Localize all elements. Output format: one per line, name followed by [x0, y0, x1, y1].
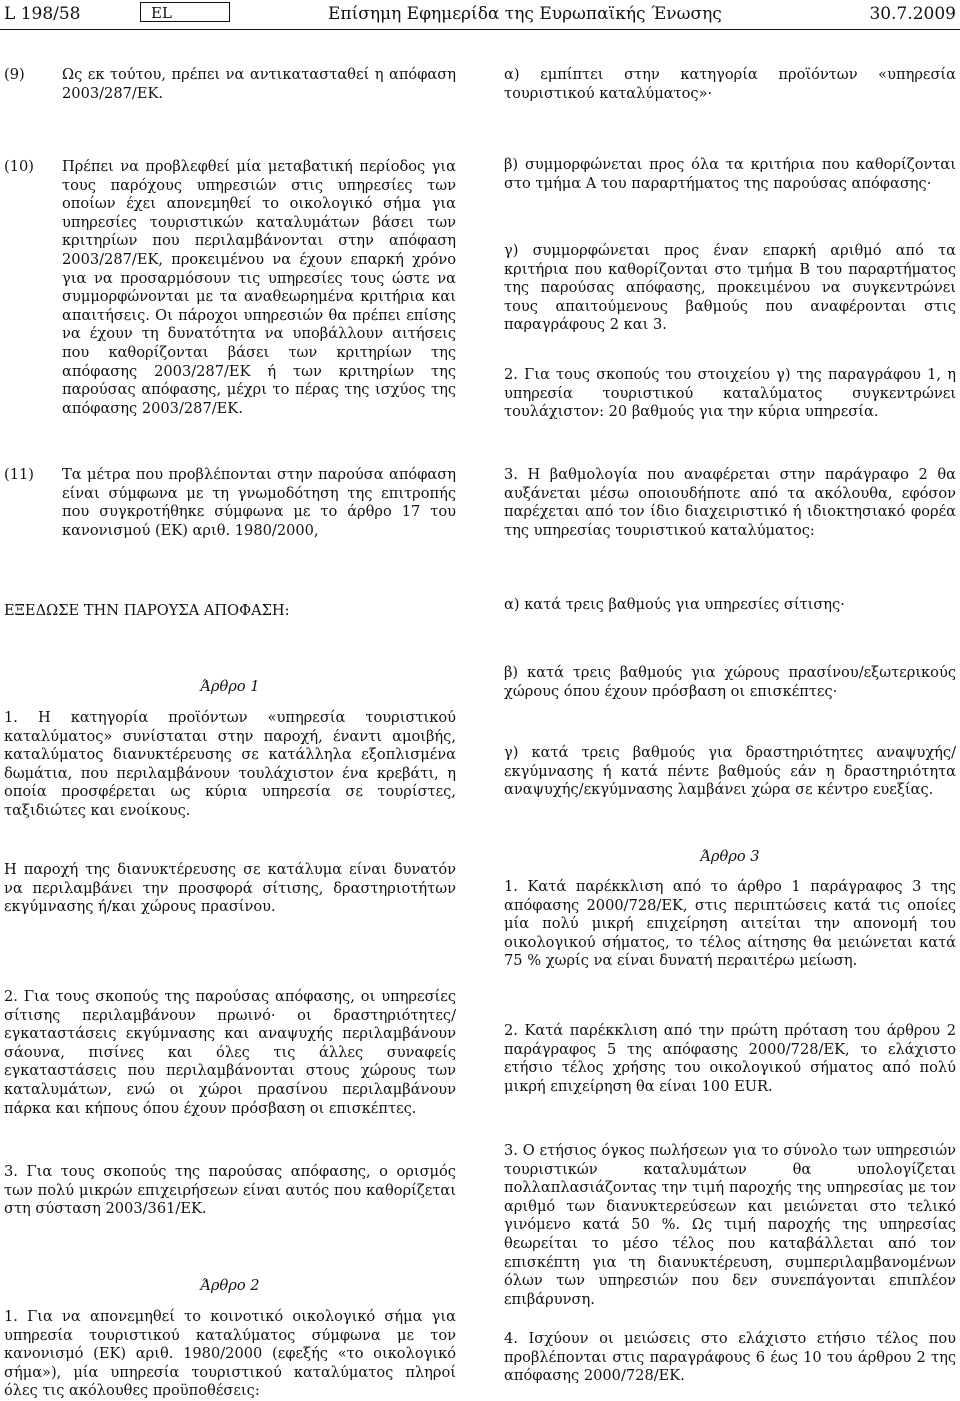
- recital-11-number: (11): [4, 466, 34, 483]
- article-1-para-3: 3. Για τους σκοπούς της παρούσας απόφασης, ο ορισμός των πολύ μικρών επιχειρήσεων είναι αυτός που καθορίζεται στη σύσταση 2003/361/ΕΚ.: [4, 1163, 456, 1218]
- art2-point-c: γ) συμμορφώνεται προς έναν επαρκή αριθμό από τα κριτήρια που καθορίζονται στο τμήμα Β του παραρτήματος της παρούσας απόφασης, προκειμένου να συγκεντρώνει τους απαιτούμενους βαθμούς που αναφέρονται στις παραγράφους 2 και 3.: [504, 242, 956, 334]
- article-1-para-2: 2. Για τους σκοπούς της παρούσας απόφασης, οι υπηρεσίες σίτισης περιλαμβάνουν πρωινό· οι δραστηριότητες/εγκαταστάσεις εκγύμνασης και αναψυχής περιλαμβάνουν σάουνα, πισίνες και όλες τις άλλες συναφείς εγκαταστάσεις που περιλαμβάνονται στους χώρους των καταλυμάτων, ενώ οι χώροι πρασίνου περιλαμβάνουν πάρκα και κήπους όπου έχουν πρόσβαση οι επισκέπτες.: [4, 988, 456, 1117]
- recital-10-number: (10): [4, 158, 34, 175]
- article-3-para-2: 2. Κατά παρέκκλιση από την πρώτη πρόταση του άρθρου 2 παράγραφος 5 της απόφασης 2000/728/ΕΚ, το ελάχιστο ετήσιο τέλος χρήσης του οικολογικού σήματος από πολύ μικρή επιχείρηση θα είναι 100 EUR.: [504, 1022, 956, 1095]
- article-3-para-4: 4. Ισχύουν οι μειώσεις στο ελάχιστο ετήσιο τέλος που προβλέπονται στις παραγράφους 6 έως 10 του άρθρου 2 της απόφασης 2000/728/ΕΚ.: [504, 1330, 956, 1385]
- language-code-box: EL: [140, 2, 230, 22]
- art2-point-a: α) εμπίπτει στην κατηγορία προϊόντων «υπηρεσία τουριστικού καταλύματος»·: [504, 66, 956, 102]
- recital-9-text: Ως εκ τούτου, πρέπει να αντικατασταθεί η απόφαση 2003/287/ΕΚ.: [62, 66, 456, 102]
- page-reference: L 198/58: [4, 4, 81, 24]
- article-3-para-3: 3. Ο ετήσιος όγκος πωλήσεων για το σύνολο των υπηρεσιών τουριστικών καταλυμάτων θα υπολογίζεται πολλαπλασιάζοντας την τιμή παροχής της υπηρεσίας με τον αριθμό των διανυκτερεύσεων και μειώνεται στο τελικό γινόμενο κατά 50 %. Ως τιμή παροχής της υπηρεσίας θεωρείται το μέσο τέλος που καταβάλλεται από τον επισκέπτη για τη διανυκτέρευση, συμπεριλαμβανομένων όλων των υπηρεσιών που δεν συνεπάγονται επιπλέον επιβάρυνση.: [504, 1142, 956, 1308]
- article-3-title: Άρθρο 3: [700, 848, 760, 865]
- art2-para-2: 2. Για τους σκοπούς του στοιχείου γ) της παραγράφου 1, η υπηρεσία τουριστικού καταλύματος συγκεντρώνει τουλάχιστον: 20 βαθμούς για την κύρια υπηρεσία.: [504, 366, 956, 421]
- publication-date: 30.7.2009: [869, 4, 956, 24]
- article-1-para-1: 1. Η κατηγορία προϊόντων «υπηρεσία τουριστικού καταλύματος» συνίσταται στην παροχή, έναντι αμοιβής, καταλύματος διανυκτέρευσης σε κατάλληλα εξοπλισμένα δωμάτια, που περιλαμβάνουν τουλάχιστον ένα κρεβάτι, η οποία προσφέρεται ως κύρια υπηρεσία σε τουρίστες, ταξιδιώτες και ενοίκους.: [4, 709, 456, 819]
- art2-para-3-c: γ) κατά τρεις βαθμούς για δραστηριότητες αναψυχής/εκγύμνασης ή κατά πέντε βαθμούς εάν η δραστηριότητα αναψυχής/εκγύμνασης λαμβάνει χώρα σε κέντρο ευεξίας.: [504, 744, 956, 799]
- header-rule: [0, 29, 960, 30]
- art2-para-3: 3. Η βαθμολογία που αναφέρεται στην παράγραφο 2 θα αυξάνεται μέσω οποιουδήποτε από τα ακόλουθα, εφόσον παρέχεται από τον ίδιο διαχειριστικό ή ιδιοκτησιακό φορέα της υπηρεσίας τουριστικού καταλύματος:: [504, 466, 956, 539]
- recital-11-text: Τα μέτρα που προβλέπονται στην παρούσα απόφαση είναι σύμφωνα με τη γνωμοδότηση της επιτροπής που συγκροτήθηκε σύμφωνα με το άρθρο 17 του κανονισμού (ΕΚ) αριθ. 1980/2000,: [62, 466, 456, 539]
- article-3-para-1: 1. Κατά παρέκκλιση από το άρθρο 1 παράγραφος 3 της απόφασης 2000/728/ΕΚ, στις περιπτώσεις κατά τις οποίες μία πολύ μικρή επιχείρηση αιτείται την απονομή του οικολογικού σήματος, το τέλος αίτησης θα μειώνεται κατά 75 % χωρίς να είναι δυνατή περαιτέρω μείωση.: [504, 878, 956, 970]
- art2-para-3-a: α) κατά τρεις βαθμούς για υπηρεσίες σίτισης·: [504, 596, 845, 613]
- article-1-title: Άρθρο 1: [200, 678, 260, 695]
- adoption-formula: ΕΞΕΔΩΣΕ ΤΗΝ ΠΑΡΟΥΣΑ ΑΠΟΦΑΣΗ:: [4, 602, 290, 619]
- article-2-para-1: 1. Για να απονεμηθεί το κοινοτικό οικολογικό σήμα για υπηρεσία τουριστικού καταλύματος σύμφωνα με τον κανονισμό (ΕΚ) αριθ. 1980/2000 (εφεξής «το οικολογικό σήμα»), μία υπηρεσία τουριστικού καταλύματος πληροί όλες τις ακόλουθες προϋποθέσεις:: [4, 1308, 456, 1400]
- recital-9-number: (9): [4, 66, 25, 83]
- art2-para-3-b: β) κατά τρεις βαθμούς για χώρους πρασίνου/εξωτερικούς χώρους όπου έχουν πρόσβαση οι επισκέπτες·: [504, 664, 956, 700]
- art2-point-b: β) συμμορφώνεται προς όλα τα κριτήρια που καθορίζονται στο τμήμα Α του παραρτήματος της παρούσας απόφασης·: [504, 156, 956, 192]
- recital-10-text: Πρέπει να προβλεφθεί μία μεταβατική περίοδος για τους παρόχους υπηρεσιών στις υπηρεσίες των οποίων έχει απονεμηθεί το οικολογικό σήμα για υπηρεσίες τουριστικών καταλυμάτων βάσει των κριτηρίων που περιλαμβάνονται στην απόφαση 2003/287/ΕΚ, προκειμένου να έχουν επαρκή χρόνο για να προσαρμόσουν τις υπηρεσίες τους ώστε να συμμορφώνονται με τα αναθεωρημένα κριτήρια και απαιτήσεις. Οι πάροχοι υπηρεσιών θα πρέπει επίσης να έχουν τη δυνατότητα να υποβάλλουν αιτήσεις που καθορίζονται βάσει των κριτηρίων της απόφασης 2003/287/ΕΚ ή των κριτηρίων της παρούσας απόφασης, μέχρι το πέρας της ισχύος της απόφασης 2003/287/ΕΚ.: [62, 158, 456, 417]
- page-header: [0, 0, 960, 30]
- article-1-para-1b: Η παροχή της διανυκτέρευσης σε κατάλυμα είναι δυνατόν να περιλαμβάνει την προσφορά σίτισης, δραστηριοτήτων εκγύμνασης ή/και χώρους πρασίνου.: [4, 861, 456, 916]
- journal-title: Επίσημη Εφημερίδα της Ευρωπαϊκής Ένωσης: [328, 4, 722, 24]
- article-2-title: Άρθρο 2: [200, 1277, 260, 1294]
